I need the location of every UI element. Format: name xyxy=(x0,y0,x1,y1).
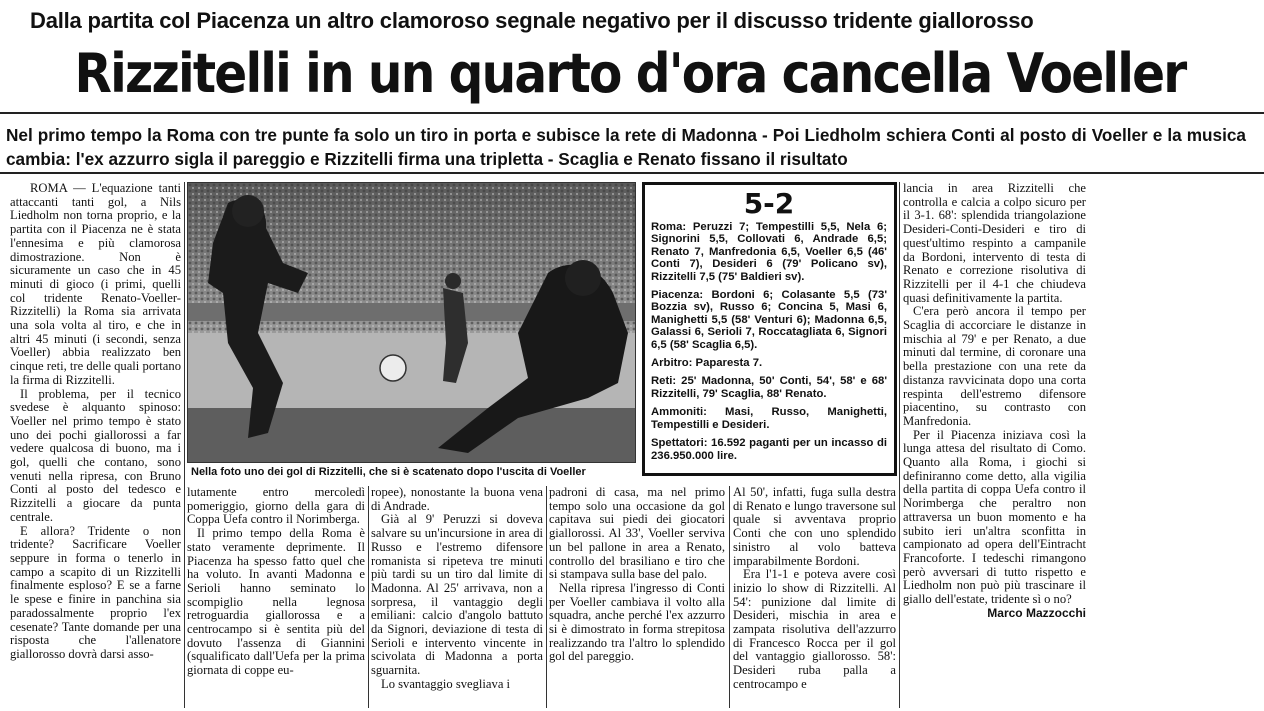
match-photo xyxy=(187,182,636,463)
goals: Reti: 25' Madonna, 50' Conti, 54', 58' e 68' Rizzitelli, 79' Scaglia, 88' Renato. xyxy=(651,375,887,400)
headline: Rizzitelli in un quarto d'ora cancella Voeller xyxy=(74,42,1186,105)
column-rule xyxy=(899,182,900,708)
paragraph: padroni di casa, ma nel primo tempo solo una occasione da gol capitava sui piedi dei giocatori giallorossi. Al 33', Voeller serviva un bel pallone in area a Renato, controllo del brasiliano e tiro che si stampava sulla base del palo. xyxy=(549,486,725,582)
piacenza-lineup: Piacenza: Bordoni 6; Colasante 5,5 (73' Bozzia sv), Russo 6; Concina 5, Masi 6, Manighetti 5,5 (58' Venturi 6); Madonna 6,5, Galassi 6, Serioli 7, Roccatagliata 6, Signori 6,5 (58' Scaglia 6,5). xyxy=(651,289,887,351)
attendance: Spettatori: 16.592 paganti per un incasso di 236.950.000 lire. xyxy=(651,437,887,462)
paragraph: lutamente entro mercoledì pomeriggio, giorno della gara di Coppa Uefa contro il Norimberga. xyxy=(187,486,365,527)
paragraph: ROMA — L'equazione tanti attaccanti tanti gol, a Nils Liedholm non torna proprio, e la partita con il Piacenza ne è stata l'ennesima e più clamorosa dimostrazione. Non è sicuramente un caso che in 45 minuti di gioco (i primi, quelli col tridente Renato-Voeller-Rizzitelli) la Roma sia arrivata una sola volta al tiro, e che in altri 45 minuti (i secondi, senza Voeller) abbia realizzato ben cinque reti, tre delle quali portano la firma di Rizzitelli. xyxy=(10,182,181,387)
roma-lineup: Roma: Peruzzi 7; Tempestilli 5,5, Nela 6; Signorini 5,5, Collovati 6, Andrade 6,5; Renato 7, Manfredonia 6,5, Voeller 6,5 (46' Conti 7), Desideri 6 (79' Policano sv), Rizzitelli 7,5 (75' Baldieri sv). xyxy=(651,221,887,283)
article-column-4 xyxy=(549,486,725,708)
paragraph: Lo svantaggio svegliava i xyxy=(381,676,511,691)
article-column-2 xyxy=(187,486,365,708)
author-signature: Marco Mazzocchi xyxy=(987,605,1086,620)
paragraph: Al 50', infatti, fuga sulla destra di Renato e lungo traversone sul quale si avventava proprio Conti che con uno splendido sinistro al volo batteva imparabilmente Bordoni. xyxy=(733,486,896,568)
rule-divider xyxy=(0,172,1264,174)
bookings: Ammoniti: Masi, Russo, Manighetti, Tempestilli e Desideri. xyxy=(651,406,887,431)
paragraph: ropee), nonostante la buona vena di Andrade. xyxy=(371,486,543,513)
column-rule xyxy=(729,486,730,708)
kicker: Dalla partita col Piacenza un altro clamoroso segnale negativo per il discusso tridente giallorosso xyxy=(30,8,1034,33)
paragraph: lancia in area Rizzitelli che controlla e calcia a colpo sicuro per il 3-1. 68': splendida triangolazione Desideri-Conti-Desideri e tiro di quest'ultimo respinto a campanile da Bordoni, intervento di testa di Renato e correzione risolutiva di Rizzitelli per il 4-1 che chiudeva quasi definitivamente la partita. xyxy=(903,182,1086,305)
deck-summary: Nel primo tempo la Roma con tre punte fa solo un tiro in porta e subisce la rete di Madonna - Poi Liedholm schiera Conti al posto di Voeller e la musica cambia: l'ex azzurro sigla il pareggio e Rizzitelli firma una tripletta - Scaglia e Renato fissano il risultato xyxy=(6,125,1246,169)
paragraph: Per il Piacenza iniziava così la lunga attesa del risultato di Como. Quanto alla Roma, i giochi si definiranno come detto, alla vigilia della partita di coppa Uefa contro il Norimberga che peraltro non attraversa un buon momento e ha subito ieri un'altra sconfitta in campionato ad opera dell'Eintracht Francoforte. I tedeschi rimangono però avversari di tutto rispetto e Liedholm non può più trascinare il giallo dell'estate, tridente sì o no? xyxy=(903,427,1086,607)
column-rule xyxy=(546,486,547,708)
article-column-3 xyxy=(371,486,543,708)
final-score: 5-2 xyxy=(743,187,795,220)
article-column-5 xyxy=(733,486,896,708)
rule-divider xyxy=(0,112,1264,114)
article-column-1 xyxy=(10,182,181,707)
paragraph: Il primo tempo della Roma è stato veramente deprimente. Il Piacenza ha spesso fatto quel che ha voluto. In avanti Madonna e Serioli hanno seminato lo scompiglio nella legnosa retroguardia giallorossa e a centrocampo si è sentita più del dovuto l'assenza di Giannini (squalificato dall'Uefa per la prima giornata di coppe eu- xyxy=(187,526,365,678)
paragraph: Già al 9' Peruzzi si doveva salvare su un'incursione in area di Russo e l'estremo difensore romanista si ripeteva tre minuti più tardi su un tiro dal limite di Madonna. Al 25' arrivava, non a sorpresa, il vantaggio degli emiliani: calcio d'angolo battuto da Signori, deviazione di testa di Serioli e intervento vincente in scivolata di Madonna a porta sguarnita. xyxy=(371,512,543,678)
paragraph: E allora? Tridente o non tridente? Sacrificare Voeller seppure in forma o tenerlo in campo a scapito di un Rizzitelli finalmente esploso? E se a farne le spese e finire in panchina sia paradossalmente proprio l'ex cesenate? Tante domande per una risposta che l'allenatore giallorosso dovrà darsi asso- xyxy=(10,523,181,661)
column-rule xyxy=(184,182,185,708)
article-column-6 xyxy=(903,182,1086,708)
match-report-box xyxy=(642,182,897,476)
column-rule xyxy=(368,486,369,708)
paragraph: Era l'1-1 e poteva avere così inizio lo show di Rizzitelli. Al 54': punizione dal limite di Desideri, mischia in area e zampata risolutiva dell'azzurro di Francesco Rocca per il gol del vantaggio giallorosso. 58': Desideri ruba palla a centrocampo e xyxy=(733,567,896,691)
paragraph: C'era però ancora il tempo per Scaglia di accorciare le distanze in mischia al 79' e per Renato, a due minuti dal termine, di coronare una bella prestazione con una rete da distanza ravvicinata dopo una corta respinta dell'estremo difensore piacentino, su contrasto con Manfredonia. xyxy=(903,304,1086,428)
referee: Arbitro: Paparesta 7. xyxy=(651,357,763,370)
football-action-photo xyxy=(188,183,636,463)
photo-caption: Nella foto uno dei gol di Rizzitelli, che si è scatenato dopo l'uscita di Voeller xyxy=(191,466,586,478)
paragraph: Nella ripresa l'ingresso di Conti per Voeller cambiava il volto alla squadra, anche perché l'ex azzurro si è dimostrato in forma strepitosa realizzando tra l'altro lo splendido gol del pareggio. xyxy=(549,580,725,664)
paragraph: Il problema, per il tecnico svedese è alquanto spinoso: Voeller nel primo tempo è stato uno dei pochi giallorossi a far vedere qualcosa di buono, ma i gol, quelli che contano, sono venuti nella ripresa, con Bruno Conti al posto del tedesco e Rizzitelli a giocare da punta centrale. xyxy=(10,386,181,524)
